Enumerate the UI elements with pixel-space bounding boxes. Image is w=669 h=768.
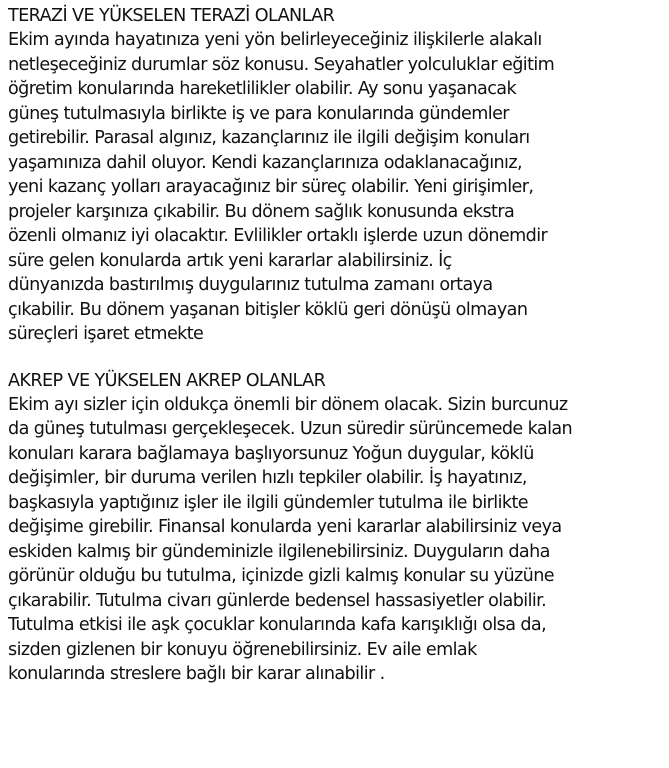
text-line: netleşeceğiniz durumlar söz konusu. Seyahatler yolculuklar eğitim	[8, 54, 555, 75]
text-line: değişime girebilir. Finansal konularda yeni kararlar alabilirsiniz veya	[8, 517, 562, 537]
text-line: özenli olmanız iyi olacaktır. Evlilikler ortaklı işlerde uzun dönemdir	[8, 226, 548, 246]
text-line: süre gelen konularda artık yeni kararlar alabilirsiniz. İç	[8, 250, 452, 271]
text-line: projeler karşınıza çıkabilir. Bu dönem sağlık konusunda ekstra	[8, 201, 515, 222]
text-line: konularında streslere bağlı bir karar alınabilir .	[8, 664, 385, 684]
text-line: sizden gizlenen bir konuyu öğrenebilirsiniz. Ev aile emlak	[8, 639, 477, 660]
text-line: yaşamınıza dahil oluyor. Kendi kazançlarınıza odaklanacağınız,	[8, 152, 522, 173]
section-heading: TERAZİ VE YÜKSELEN TERAZİ OLANLAR	[8, 6, 335, 26]
text-line: çıkabilir. Bu dönem yaşanan bitişler köklü geri dönüşü olmayan	[8, 299, 528, 320]
text-line: görünür olduğu bu tutulma, içinizde gizli kalmış konular su yüzüne	[8, 566, 554, 586]
section-terazi	[8, 4, 661, 347]
text-line: öğretim konularında hareketlilikler olabilir. Ay sonu yaşanacak	[8, 79, 517, 99]
text-line: eskiden kalmış bir gündeminizle ilgilenebilirsiniz. Duyguların daha	[8, 541, 550, 562]
text-line: süreçleri işaret etmekte	[8, 324, 204, 344]
text-line: Ekim ayında hayatınıza yeni yön belirleyeceğiniz ilişkilerle alakalı	[8, 30, 542, 50]
text-line: dünyanızda bastırılmış duygularınız tutulma zamanı ortaya	[8, 275, 493, 295]
text-line: güneş tutulmasıyla birlikte iş ve para konularında gündemler	[8, 103, 509, 124]
text-line: da güneş tutulması gerçekleşecek. Uzun süredir sürüncemede kalan	[8, 419, 573, 439]
section-akrep	[8, 369, 661, 687]
text-line: başkasıyla yaptığınız işler ile ilgili gündemler tutulma ile birlikte	[8, 492, 528, 513]
text-line: getirebilir. Parasal algınız, kazançlarınız ile ilgili değişim konuları	[8, 128, 530, 148]
text-line: konuları karara bağlamaya başlıyorsunuz Yoğun duygular, köklü	[8, 443, 534, 464]
text-line: değişimler, bir duruma verilen hızlı tepkiler olabilir. İş hayatınız,	[8, 468, 527, 488]
text-line: yeni kazanç yolları arayacağınız bir süreç olabilir. Yeni girişimler,	[8, 177, 534, 197]
text-line: Ekim ayı sizler için oldukça önemli bir dönem olacak. Sizin burcunuz	[8, 394, 568, 415]
section-heading: AKREP VE YÜKSELEN AKREP OLANLAR	[8, 370, 326, 391]
text-line: çıkarabilir. Tutulma civarı günlerde bedensel hassasiyetler olabilir.	[8, 590, 547, 611]
text-line: Tutulma etkisi ile aşk çocuklar konularında kafa karışıklığı olsa da,	[8, 615, 547, 635]
